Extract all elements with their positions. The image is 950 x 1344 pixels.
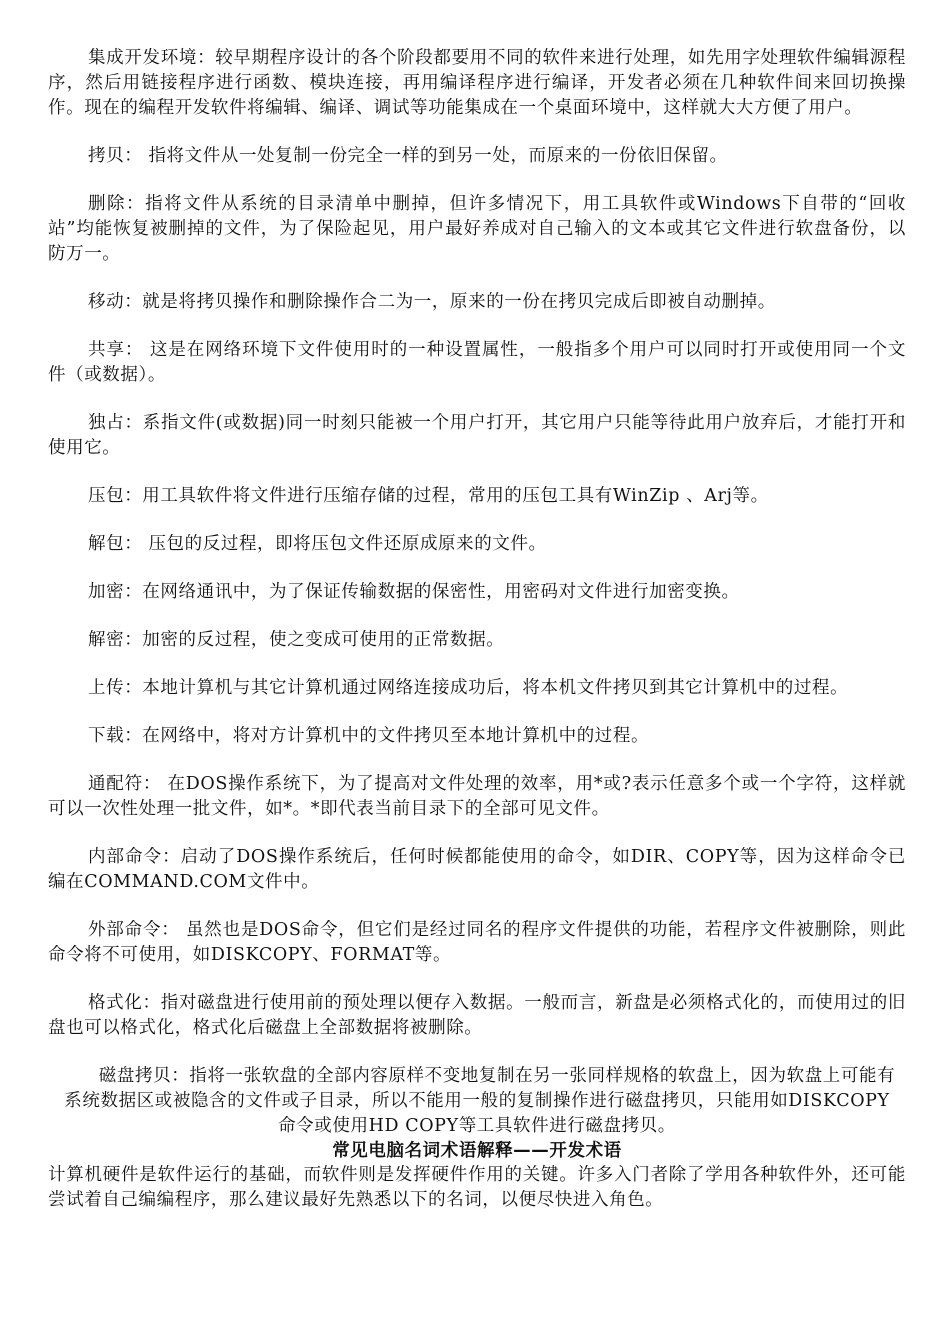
section-heading: 常见电脑名词术语解释——开发术语 [332, 1141, 622, 1161]
paragraph-move: 移动：就是将拷贝操作和删除操作合二为一，原来的一份在拷贝完成后即被自动删掉。 [88, 292, 776, 312]
paragraph-share: 共享： 这是在网络环境下文件使用时的一种设置属性，一般指多个用户可以同时打开或使用同一个文件（或数据）。 [48, 340, 906, 385]
paragraph-decrypt: 解密：加密的反过程，使之变成可使用的正常数据。 [88, 630, 505, 650]
paragraph-internal-command: 内部命令：启动了DOS操作系统后，任何时候都能使用的命令，如DIR、COPY等，因为这样命令已编在COMMAND.COM文件中。 [48, 847, 906, 892]
paragraph-delete: 删除：指将文件从系统的目录清单中删掉，但许多情况下，用工具软件或Windows下自带的“回收站”均能恢复被删掉的文件，为了保险起见，用户最好养成对自己输入的文本或其它文件进行软盘备份，以防万一。 [48, 194, 906, 264]
paragraph-upload: 上传：本地计算机与其它计算机通过网络连接成功后，将本机文件拷贝到其它计算机中的过程。 [88, 678, 849, 698]
paragraph-compress: 压包：用工具软件将文件进行压缩存储的过程，常用的压包工具有WinZip 、Arj等。 [88, 486, 769, 506]
paragraph-exclusive: 独占：系指文件(或数据)同一时刻只能被一个用户打开，其它用户只能等待此用户放弃后，才能打开和使用它。 [48, 413, 906, 458]
paragraph-download: 下载：在网络中，将对方计算机中的文件拷贝至本地计算机中的过程。 [88, 726, 650, 746]
paragraph-wildcard: 通配符： 在DOS操作系统下，为了提高对文件处理的效率，用*或?表示任意多个或一个字符，这样就可以一次性处理一批文件，如*。*即代表当前目录下的全部可见文件。 [48, 774, 906, 819]
paragraph-format: 格式化：指对磁盘进行使用前的预处理以便存入数据。一般而言，新盘是必须格式化的，而使用过的旧盘也可以格式化，格式化后磁盘上全部数据将被删除。 [48, 993, 906, 1038]
paragraph-encrypt: 加密：在网络通讯中，为了保证传输数据的保密性，用密码对文件进行加密变换。 [88, 582, 740, 602]
document-page [48, 46, 906, 1213]
paragraph-copy: 拷贝： 指将文件从一处复制一份完全一样的到另一处，而原来的一份依旧保留。 [88, 146, 728, 166]
intro-paragraph: 计算机硬件是软件运行的基础，而软件则是发挥硬件作用的关键。许多入门者除了学用各种软件外，还可能尝试着自己编编程序，那么建议最好先熟悉以下的名词，以便尽快进入角色。 [48, 1165, 906, 1210]
paragraph-disk-copy: 磁盘拷贝：指将一张软盘的全部内容原样不变地复制在另一张同样规格的软盘上，因为软盘上可能有系统数据区或被隐含的文件或子目录，所以不能用一般的复制操作进行磁盘拷贝，只能用如DISKCOPY命令或使用HD COPY等工具软件进行磁盘拷贝。 [64, 1066, 896, 1136]
paragraph-ide: 集成开发环境：较早期程序设计的各个阶段都要用不同的软件来进行处理，如先用字处理软件编辑源程序，然后用链接程序进行函数、模块连接，再用编译程序进行编译，开发者必须在几种软件间来回切换操作。现在的编程开发软件将编辑、编译、调试等功能集成在一个桌面环境中，这样就大大方便了用户。 [48, 48, 906, 118]
paragraph-external-command: 外部命令： 虽然也是DOS命令，但它们是经过同名的程序文件提供的功能，若程序文件被删除，则此命令将不可使用，如DISKCOPY、FORMAT等。 [48, 920, 906, 965]
paragraph-decompress: 解包： 压包的反过程，即将压包文件还原成原来的文件。 [88, 534, 547, 554]
